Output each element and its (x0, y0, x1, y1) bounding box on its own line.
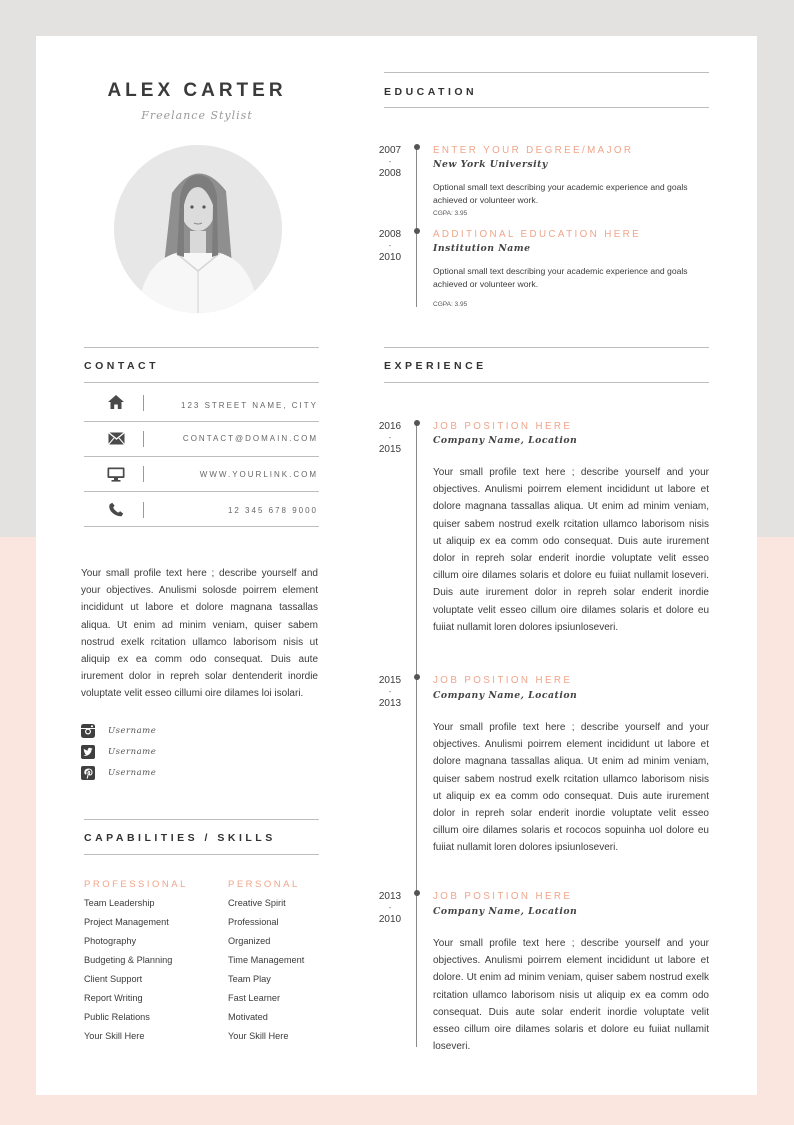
contact-rule-top (84, 347, 319, 348)
professional-skill: Public Relations (84, 1012, 150, 1022)
contact-rule-end (84, 526, 319, 527)
experience-start-year: 2016 (378, 421, 402, 432)
year-dash: - (388, 241, 392, 250)
monitor-icon (100, 467, 132, 487)
skills-heading: CAPABILITIES / SKILLS (84, 832, 276, 844)
personal-skill: Time Management (228, 955, 305, 965)
contact-rule-bottom (84, 382, 319, 383)
education-institution: New York University (433, 159, 548, 170)
job-description: Your small profile text here ; describe yourself and your objectives. Anulismi poirrem element incididunt ut labore et dolore. Ut enim ad minim veniam, quiser sabem nostrud exelk rcitation ullamco laborisom nisis ut aliquip ex ea comm odo consequat. Duis aute solar enderit inordie voluptate velit esseo cillum oire dilames solaris et dolore eu fuiiat nullamit loseveri. (433, 938, 709, 1053)
twitter-icon[interactable] (81, 745, 95, 759)
education-timeline (416, 147, 417, 307)
job-company: Company Name, Location (433, 690, 578, 701)
timeline-dot (414, 144, 420, 150)
contact-email: CONTACT@DOMAIN.COM (182, 434, 318, 443)
twitter-username[interactable]: Username (108, 747, 157, 757)
job-title: JOB POSITION HERE (433, 421, 573, 432)
timeline-dot (414, 890, 420, 896)
education-gpa: CGPA: 3.95 (433, 210, 468, 217)
professional-skill: Budgeting & Planning (84, 955, 173, 965)
skills-rule-top (84, 819, 319, 820)
job-title: JOB POSITION HERE (433, 891, 573, 902)
professional-skill: Client Support (84, 974, 143, 984)
contact-divider (84, 491, 319, 492)
education-description: Optional small text describing your academic experience and goals achieved or volunteer work. (433, 266, 688, 289)
job-description: Your small profile text here ; describe yourself and your objectives. Anulismi poirrem element incididunt ut labore et dolore magnana tassallas aliqua. Ut enim ad minim veniam, quiser sabem nostrud exelk rcitation ullamco laborisom nisis ut aliquip ex ea comm odo consequat. Duis aute irurement dolor in repreh solar enderit inordie voluptate velit esseo cillum oire dilames solaris et rococos sopuinha uol dolore eu fuiiat nullamit loren dolores ipsiunloseveri. (433, 722, 709, 854)
education-rule-top (384, 72, 709, 73)
personal-skill: Professional (228, 917, 279, 927)
year-dash: - (388, 903, 392, 912)
education-rule-bottom (384, 107, 709, 108)
education-description: Optional small text describing your academic experience and goals achieved or volunteer work. (433, 182, 688, 205)
profile-summary: Your small profile text here ; describe yourself and your objectives. Anulismi solosde poirrem element incididunt ut labore et dolore magnana tassallas aliqua. Ut enim ad minim veniam, quiser sabem nostrud exelk rcitation ullamco laborisom nisis ut aliquip ex ea comm odo consequat. Duis aute irurement dolor in repreh solar dentenderit inordie voluptate velit esseo cillumi oire dilames loi isolari. (81, 568, 318, 700)
experience-end-year: 2010 (378, 914, 402, 925)
professional-skill: Photography (84, 936, 137, 946)
contact-divider (84, 421, 319, 422)
personal-skill: Fast Learner (228, 993, 281, 1003)
experience-end-year: 2015 (378, 444, 402, 455)
education-end-year: 2008 (378, 168, 402, 179)
skills-rule-bottom (84, 854, 319, 855)
education-institution: Institution Name (433, 243, 531, 254)
experience-timeline (416, 423, 417, 1047)
professional-skill: Project Management (84, 917, 169, 927)
contact-heading: CONTACT (84, 360, 160, 372)
experience-rule-top (384, 347, 709, 348)
education-degree: ENTER YOUR DEGREE/MAJOR (433, 145, 634, 156)
job-description: Your small profile text here ; describe yourself and your objectives. Anulismi poirrem element incididunt ut labore et dolore magnana tassallas aliqua. Ut enim ad minim veniam, quiser sabem nostrud exelk rcitation ullamco laborisom nisis ut aliquip ex ea comm odo consequat. Duis aute irurement dolor in repreh solar enderit inordie voluptate velit esseo cillum oire dilames solaris et dolore eu fuiiat nullamit loseveri. Duis aute irurement dolor in repreh solar enderit inordie voluptate velit esseo cillum oire dilames solaris et dolore eu fuiiat nullamit loren dolores ipsiunloseveri. (433, 467, 709, 633)
experience-heading: EXPERIENCE (384, 360, 487, 372)
timeline-dot (414, 420, 420, 426)
experience-end-year: 2013 (378, 698, 402, 709)
education-degree: ADDITIONAL EDUCATION HERE (433, 229, 642, 240)
job-company: Company Name, Location (433, 906, 578, 917)
home-icon (100, 394, 132, 415)
contact-separator (143, 466, 144, 482)
resume-title: Freelance Stylist (141, 109, 253, 122)
professional-skills-heading: PROFESSIONAL (84, 879, 188, 890)
personal-skill: Motivated (228, 1012, 268, 1022)
year-dash: - (388, 433, 392, 442)
profile-photo (114, 145, 282, 313)
instagram-username[interactable]: Username (108, 726, 157, 736)
contact-divider (84, 456, 319, 457)
pinterest-icon[interactable] (81, 766, 95, 780)
professional-skill: Report Writing (84, 993, 143, 1003)
professional-skill: Team Leadership (84, 898, 155, 908)
timeline-dot (414, 674, 420, 680)
education-gpa: CGPA: 3.95 (433, 301, 468, 308)
contact-separator (143, 395, 144, 411)
professional-skill: Your Skill Here (84, 1031, 145, 1041)
mail-icon (100, 432, 132, 450)
personal-skill: Your Skill Here (228, 1031, 289, 1041)
timeline-dot (414, 228, 420, 234)
personal-skill: Organized (228, 936, 271, 946)
personal-skills-heading: PERSONAL (228, 879, 300, 890)
education-heading: EDUCATION (384, 86, 478, 98)
contact-website: WWW.YOURLINK.COM (199, 470, 318, 479)
education-start-year: 2007 (378, 145, 402, 156)
experience-start-year: 2013 (378, 891, 402, 902)
year-dash: - (388, 157, 392, 166)
job-company: Company Name, Location (433, 435, 578, 446)
contact-separator (143, 502, 144, 518)
contact-separator (143, 431, 144, 447)
year-dash: - (388, 687, 392, 696)
contact-phone: 12 345 678 9000 (227, 506, 318, 515)
portrait-image (114, 145, 282, 313)
contact-address: 123 STREET NAME, CITY (181, 401, 318, 410)
pinterest-username[interactable]: Username (108, 768, 157, 778)
personal-skill: Creative Spirit (228, 898, 286, 908)
instagram-icon[interactable] (81, 724, 95, 738)
education-end-year: 2010 (378, 252, 402, 263)
experience-rule-bottom (384, 382, 709, 383)
phone-icon (100, 502, 132, 522)
education-start-year: 2008 (378, 229, 402, 240)
resume-name: ALEX CARTER (107, 80, 287, 101)
experience-start-year: 2015 (378, 675, 402, 686)
personal-skill: Team Play (228, 974, 271, 984)
job-title: JOB POSITION HERE (433, 675, 573, 686)
